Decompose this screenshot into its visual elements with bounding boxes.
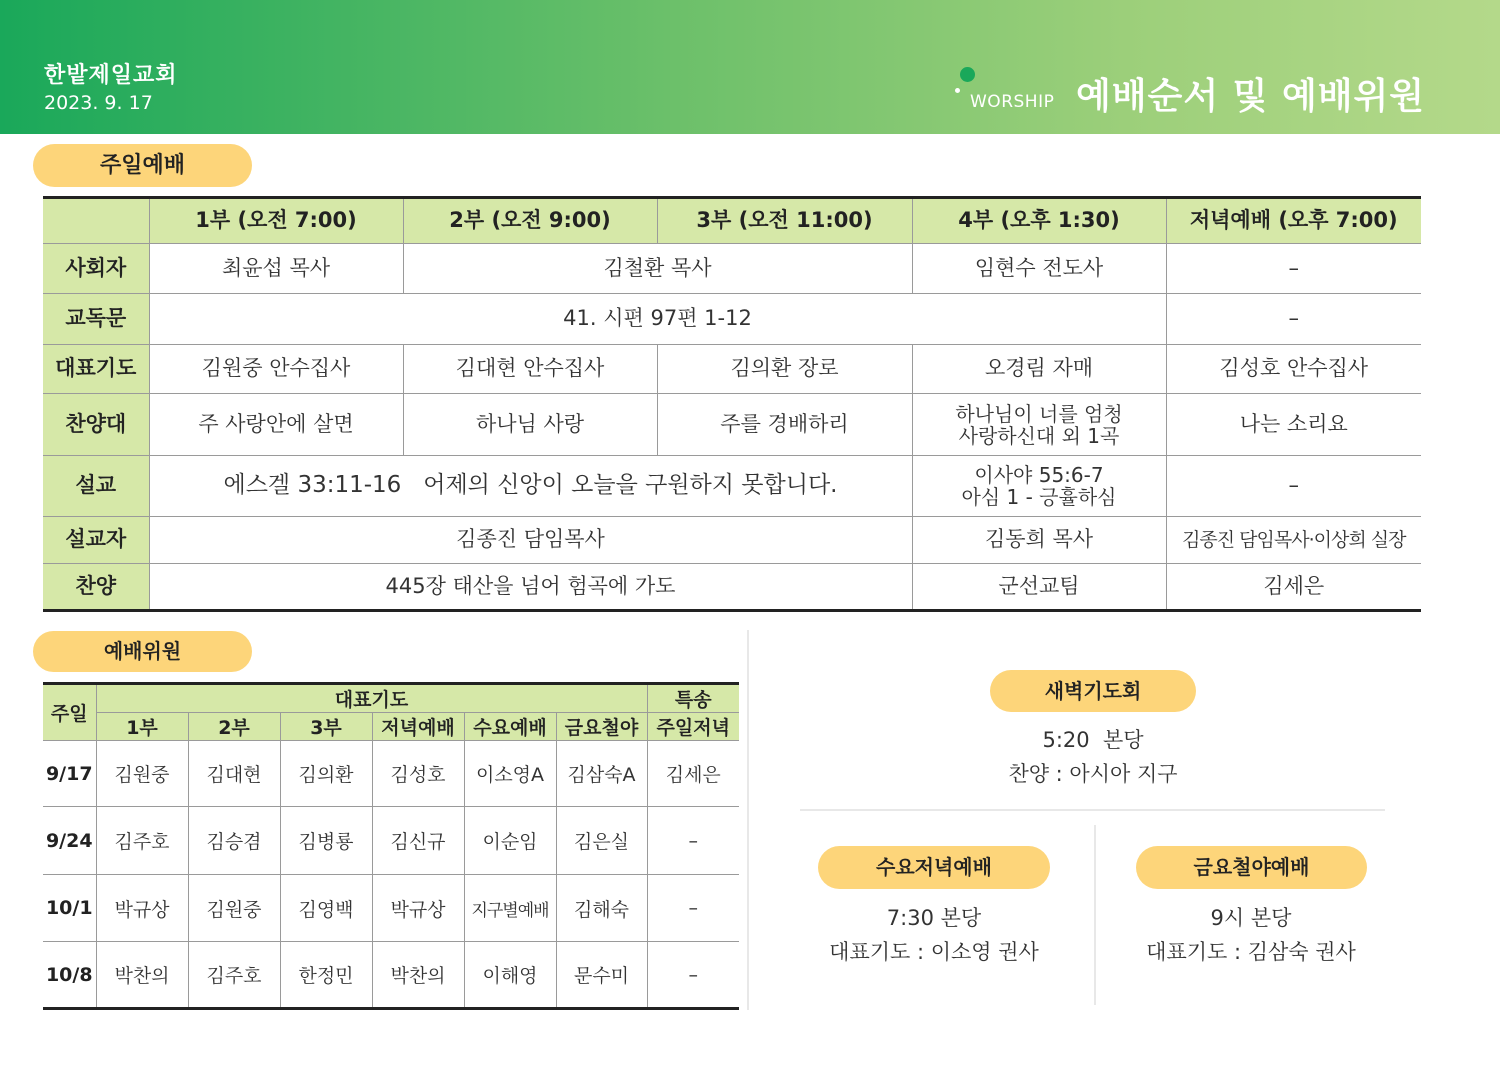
table-cell: 김주호 (96, 807, 188, 875)
col-header: 3부 (오전 11:00) (657, 198, 912, 244)
table-cell: – (1166, 456, 1421, 517)
info-line: 대표기도 : 김삼숙 권사 (1146, 940, 1356, 964)
wednesday-worship-info (794, 901, 1074, 969)
date-cell: 10/8 (43, 942, 96, 1009)
table-cell: – (647, 942, 739, 1009)
date-cell: 9/24 (43, 807, 96, 875)
table-cell: 김삼숙A (556, 741, 647, 807)
date-cell: 9/17 (43, 741, 96, 807)
small-dot-icon (955, 88, 960, 93)
table-row (43, 942, 739, 1009)
table-cell: 김신규 (372, 807, 464, 875)
table-cell: 김원중 안수집사 (149, 345, 403, 394)
table-cell: 박찬의 (96, 942, 188, 1009)
table-cell: 김주호 (188, 942, 280, 1009)
friday-worship-label: 금요철야예배 (1136, 846, 1367, 889)
table-cell: 김대현 안수집사 (403, 345, 657, 394)
table-cell: 하나님 사랑 (403, 394, 657, 456)
col-header: 4부 (오후 1:30) (912, 198, 1166, 244)
table-cell: 임현수 전도사 (912, 244, 1166, 294)
table-cell: 군선교팀 (912, 564, 1166, 611)
table-cell: 오경림 자매 (912, 345, 1166, 394)
table-cell: 김원중 (188, 875, 280, 942)
col-header: 3부 (280, 713, 372, 741)
col-header: 1부 (오전 7:00) (149, 198, 403, 244)
page-title: 예배순서 및 예배위원 (1076, 76, 1426, 117)
table-cell: 김승겸 (188, 807, 280, 875)
col-header: 금요철야 (556, 713, 647, 741)
table-cell: 김해숙 (556, 875, 647, 942)
info-line: 5:20 본당 (1042, 728, 1144, 752)
table-cell: 김원중 (96, 741, 188, 807)
table-cell: – (1166, 294, 1421, 345)
table-cell (912, 394, 1166, 456)
table-cell: 김의환 장로 (657, 345, 912, 394)
table-cell: – (1166, 244, 1421, 294)
row-header: 설교 (43, 456, 149, 517)
section-divider (747, 630, 749, 1010)
corner-cell (43, 198, 149, 244)
info-line: 찬양 : 아시아 지구 (1008, 762, 1178, 786)
table-cell: 김종진 담임목사 (149, 517, 912, 564)
col-header: 저녁예배 (오후 7:00) (1166, 198, 1421, 244)
table-cell: – (647, 807, 739, 875)
cell-line: 이사야 55:6-7 (974, 463, 1104, 487)
table-cell: 문수미 (556, 942, 647, 1009)
table-cell: 김성호 (372, 741, 464, 807)
col-header: 주일저녁 (647, 713, 739, 741)
row-header: 사회자 (43, 244, 149, 294)
table-cell: 김동희 목사 (912, 517, 1166, 564)
dot-icon (960, 67, 975, 82)
church-name: 한밭제일교회 (44, 63, 178, 88)
section-divider (1094, 825, 1096, 1005)
table-cell: 최윤섭 목사 (149, 244, 403, 294)
dawn-prayer-label: 새벽기도회 (990, 670, 1196, 712)
prayer-group-header: 대표기도 (96, 684, 647, 713)
table-cell: 박규상 (372, 875, 464, 942)
table-cell: 이소영A (464, 741, 556, 807)
table-cell: 이해영 (464, 942, 556, 1009)
col-header: 저녁예배 (372, 713, 464, 741)
cell-line: 사랑하신대 외 1곡 (958, 423, 1120, 448)
table-cell (912, 456, 1166, 517)
col-header: 2부 (오전 9:00) (403, 198, 657, 244)
section-divider (800, 809, 1385, 811)
table-cell: 김성호 안수집사 (1166, 345, 1421, 394)
table-cell: 김의환 (280, 741, 372, 807)
table-cell: 41. 시편 97편 1-12 (149, 294, 1166, 345)
header-banner (0, 0, 1500, 134)
wednesday-worship-label: 수요저녁예배 (818, 846, 1050, 889)
row-header: 찬양 (43, 564, 149, 611)
table-cell: 김은실 (556, 807, 647, 875)
table-cell: 김대현 (188, 741, 280, 807)
worship-label: WORSHIP (970, 92, 1055, 112)
cell-line: 하나님이 너를 엄청 (955, 401, 1123, 426)
row-header: 설교자 (43, 517, 149, 564)
row-header: 찬양대 (43, 394, 149, 456)
date-header: 주일 (43, 684, 96, 741)
table-cell: 김종진 담임목사·이상희 실장 (1166, 517, 1421, 564)
table-cell: 박찬의 (372, 942, 464, 1009)
sunday-worship-label: 주일예배 (33, 144, 252, 187)
col-header: 1부 (96, 713, 188, 741)
info-line: 9시 본당 (1210, 906, 1292, 930)
table-cell: 에스겔 33:11-16 어제의 신앙이 오늘을 구원하지 못합니다. (149, 456, 912, 517)
info-line: 7:30 본당 (886, 906, 982, 930)
table-cell: 김병룡 (280, 807, 372, 875)
table-cell: 이순임 (464, 807, 556, 875)
table-cell: 박규상 (96, 875, 188, 942)
cell-line: 아심 1 - 긍휼하심 (961, 485, 1117, 509)
info-line: 대표기도 : 이소영 권사 (829, 940, 1039, 964)
row-header: 대표기도 (43, 345, 149, 394)
bulletin-date: 2023. 9. 17 (44, 92, 153, 114)
col-header: 수요예배 (464, 713, 556, 741)
friday-worship-info (1111, 901, 1391, 969)
committee-table (43, 682, 739, 1010)
table-row (43, 807, 739, 875)
table-cell: 김영백 (280, 875, 372, 942)
table-cell: 지구별예배 (464, 875, 556, 942)
dawn-prayer-info (950, 723, 1236, 791)
date-cell: 10/1 (43, 875, 96, 942)
table-cell: 김철환 목사 (403, 244, 912, 294)
sunday-schedule-table (43, 196, 1421, 612)
table-row (43, 741, 739, 807)
table-row (43, 875, 739, 942)
col-header: 2부 (188, 713, 280, 741)
table-cell: 주 사랑안에 살면 (149, 394, 403, 456)
row-header: 교독문 (43, 294, 149, 345)
table-cell: 김세은 (647, 741, 739, 807)
special-group-header: 특송 (647, 684, 739, 713)
table-cell: 445장 태산을 넘어 험곡에 가도 (149, 564, 912, 611)
table-cell: 나는 소리요 (1166, 394, 1421, 456)
table-cell: 주를 경배하리 (657, 394, 912, 456)
committee-label: 예배위원 (33, 631, 252, 672)
table-cell: – (647, 875, 739, 942)
table-cell: 김세은 (1166, 564, 1421, 611)
table-cell: 한정민 (280, 942, 372, 1009)
